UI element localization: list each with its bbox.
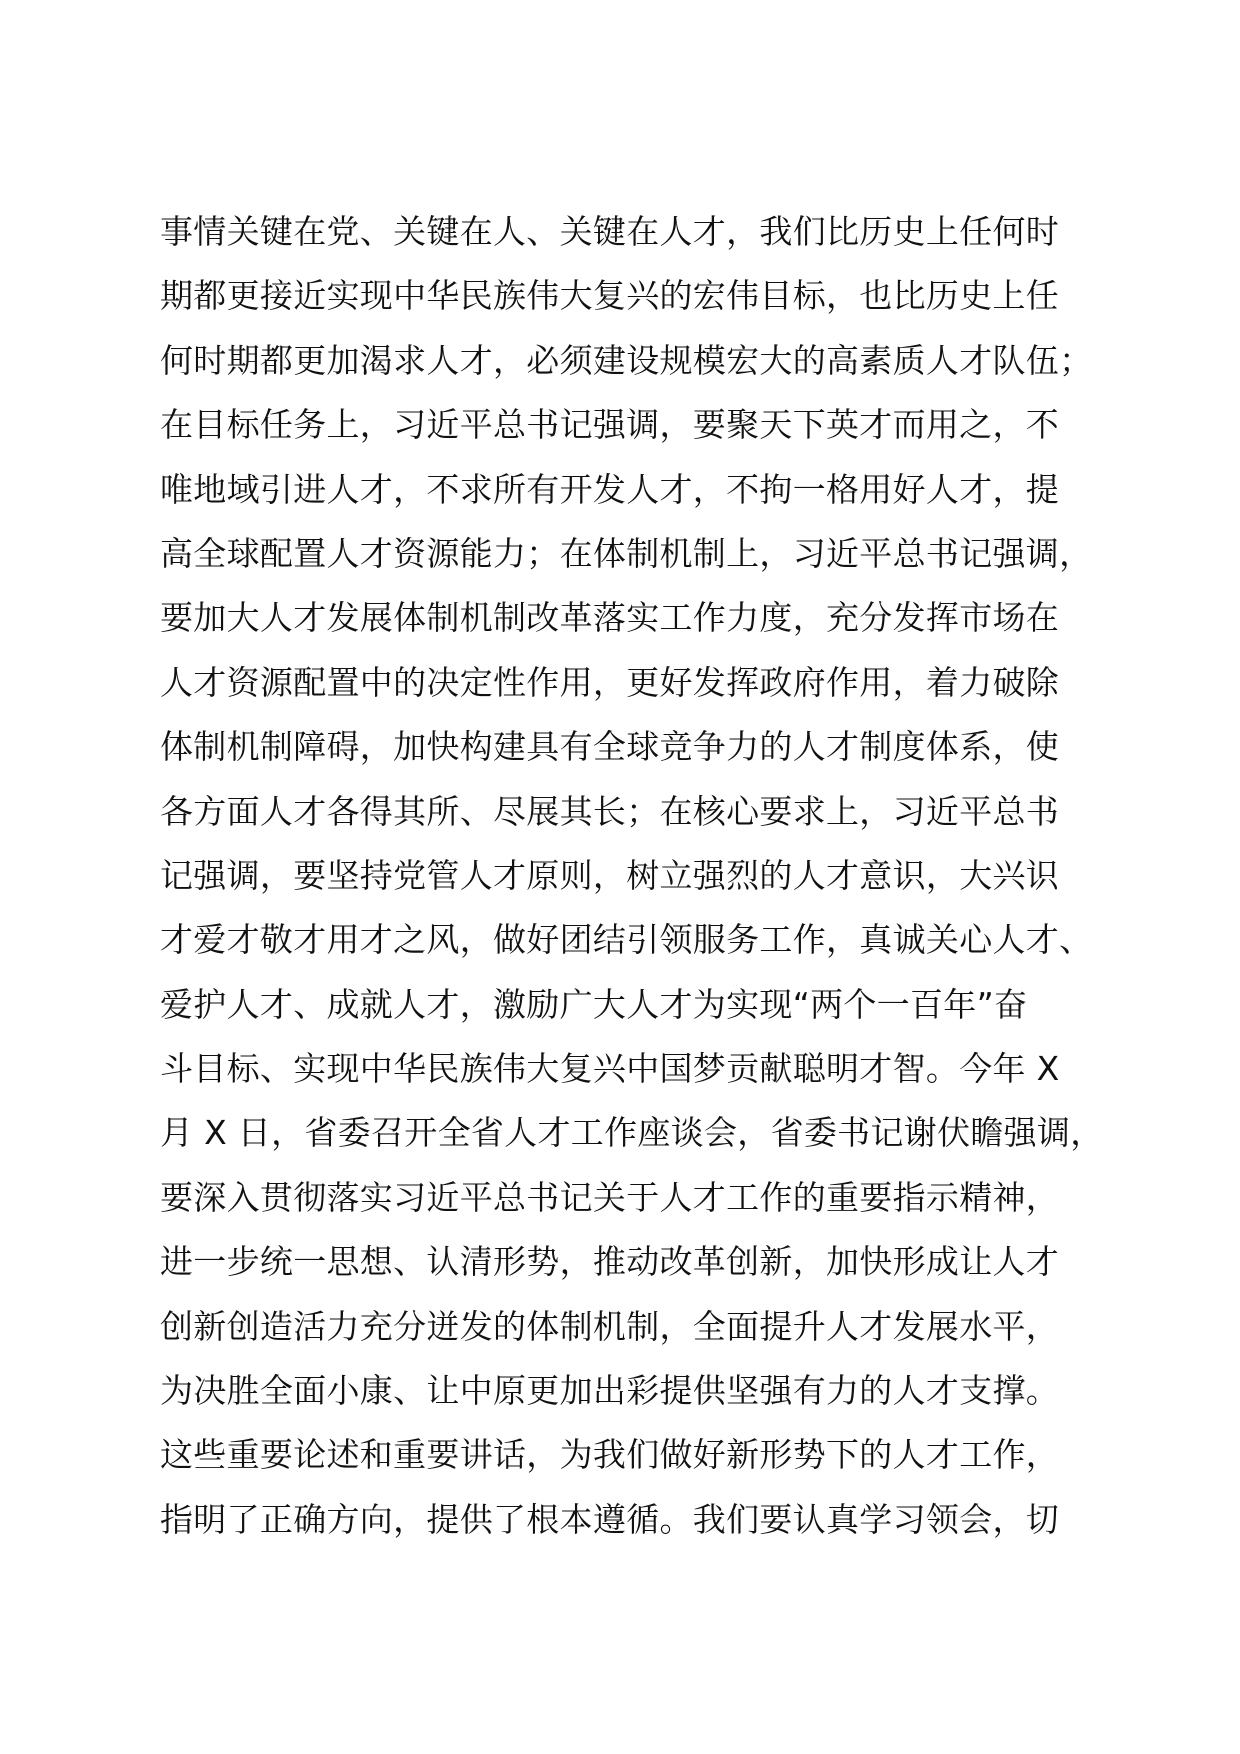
text-line: 指明了正确方向，提供了根本遵循。我们要认真学习领会，切 [160, 1499, 1060, 1539]
text-line: 记强调，要坚持党管人才原则，树立强烈的人才意识，大兴识 [160, 855, 1060, 895]
text-line: 创新创造活力充分迸发的体制机制，全面提升人才发展水平， [160, 1306, 1060, 1346]
text-line: 各方面人才各得其所、尽展其长；在核心要求上，习近平总书 [160, 791, 1060, 831]
body-text [160, 200, 1120, 1552]
text-line: 期都更接近实现中华民族伟大复兴的宏伟目标，也比历史上任 [160, 276, 1060, 316]
text-line: 爱护人才、成就人才，激励广大人才为实现“两个一百年”奋 [160, 984, 1028, 1024]
text-line: 斗目标、实现中华民族伟大复兴中国梦贡献聪明才智。今年 X [160, 1049, 1060, 1089]
text-line: 何时期都更加渴求人才，必须建设规模宏大的高素质人才队伍； [160, 340, 1093, 380]
text-line: 唯地域引进人才，不求所有开发人才，不拘一格用好人才，提 [160, 469, 1060, 509]
text-line: 高全球配置人才资源能力；在体制机制上，习近平总书记强调， [160, 533, 1093, 573]
text-line: 月 X 日，省委召开全省人才工作座谈会，省委书记谢伏瞻强调， [160, 1113, 1104, 1153]
text-line: 才爱才敬才用才之风，做好团结引领服务工作，真诚关心人才、 [160, 920, 1093, 960]
text-line: 要加大人才发展体制机制改革落实工作力度，充分发挥市场在 [160, 598, 1060, 638]
text-line: 这些重要论述和重要讲话，为我们做好新形势下的人才工作， [160, 1435, 1060, 1475]
text-line: 为决胜全面小康、让中原更加出彩提供坚强有力的人才支撑。 [160, 1371, 1060, 1411]
text-line: 进一步统一思想、认清形势，推动改革创新，加快形成让人才 [160, 1242, 1060, 1282]
text-line: 事情关键在党、关键在人、关键在人才，我们比历史上任何时 [160, 212, 1060, 251]
text-line: 在目标任务上，习近平总书记强调，要聚天下英才而用之，不 [160, 405, 1060, 445]
text-line: 要深入贯彻落实习近平总书记关于人才工作的重要指示精神， [160, 1177, 1060, 1217]
text-line: 人才资源配置中的决定性作用，更好发挥政府作用，着力破除 [160, 662, 1060, 702]
text-line: 体制机制障碍，加快构建具有全球竞争力的人才制度体系，使 [160, 727, 1060, 767]
